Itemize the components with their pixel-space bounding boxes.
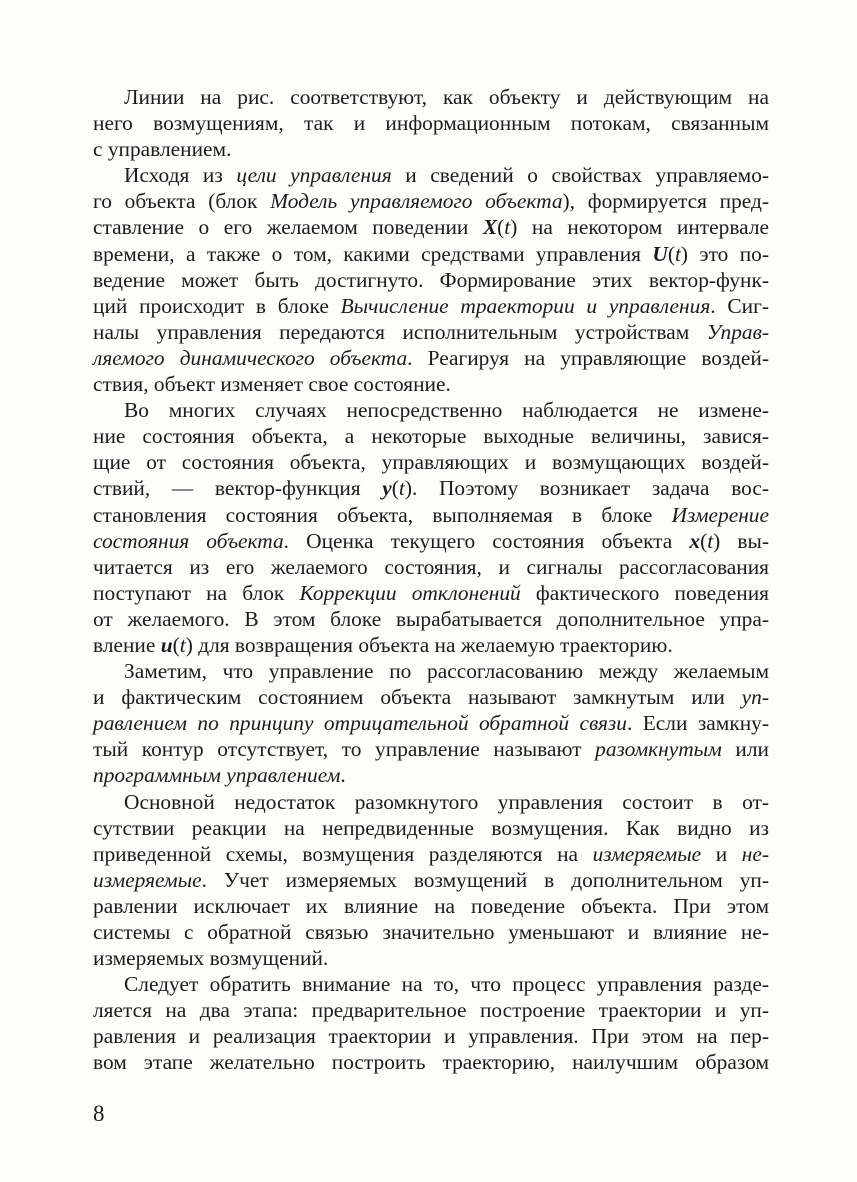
text-run: (: [497, 215, 505, 240]
text-line: [93, 580, 769, 606]
text-line: [93, 449, 769, 475]
body-text: [93, 84, 769, 1076]
text-line: [93, 789, 769, 815]
text-run: Во многих случаях непосредственно наблюдается не измене-: [124, 398, 769, 423]
text-line: [93, 136, 769, 162]
text-run: . Реагируя на управляющие воздей-: [407, 345, 769, 370]
text-run: вление: [93, 632, 161, 657]
text-run: ций происходит в блоке: [93, 293, 341, 318]
text-line: [93, 502, 769, 528]
text-line: [93, 188, 769, 214]
text-run: Следует обратить внимание на то, что процесс управления разде-: [124, 972, 769, 997]
text-run: (: [700, 528, 708, 553]
text-line: [93, 658, 769, 684]
text-run: вом этапе желательно построить траекторию, наилучшим образом: [93, 1050, 769, 1075]
text-run: ставление о его желаемом поведении: [93, 215, 483, 240]
text-line: [93, 110, 769, 136]
text-run: читается из его желаемого состояния, и сигналы рассогласования: [93, 554, 769, 579]
text-line: [93, 293, 769, 319]
text-line: [93, 684, 769, 710]
text-run: и сведений о свойствах управляемо-: [391, 163, 770, 188]
text-run: налы управления передаются исполнительным устройствам: [93, 319, 707, 344]
text-run: поступают на блок: [93, 580, 300, 605]
italic-term: уп-: [741, 685, 769, 710]
text-run: ведение может быть достигнуто. Формирование этих вектор-функ-: [93, 267, 769, 292]
italic-term: программным управлением: [93, 763, 341, 788]
text-line: [93, 319, 769, 345]
text-run: . Учет измеряемых возмущений в дополнительном уп-: [201, 867, 769, 892]
text-run: щие от состояния объекта, управляющих и возмущающих воздей-: [93, 450, 769, 475]
text-run: Исходя из: [124, 163, 237, 188]
italic-term: t: [179, 632, 186, 657]
text-line: [93, 162, 769, 188]
text-line: [93, 528, 769, 554]
text-run: ляется на два этапа: предварительное построение траектории и уп-: [93, 998, 769, 1023]
italic-term: цели управления: [236, 163, 392, 188]
text-run: ) это по-: [680, 241, 769, 266]
text-run: ствий, — вектор-функция: [93, 476, 383, 501]
text-line: [93, 1049, 769, 1075]
italic-term: разомкнутым: [595, 737, 722, 762]
text-line: [93, 267, 769, 293]
text-run: от желаемого. В этом блоке вырабатывается дополнительное упра-: [93, 606, 769, 631]
text-run: .: [340, 763, 346, 788]
text-line: [93, 214, 769, 240]
text-run: системы с обратной связью значительно уменьшают и влияние не-: [93, 920, 769, 944]
text-line: [93, 997, 769, 1023]
text-run: него возмущениям, так и информационным потокам, связанным: [93, 111, 769, 136]
italic-term: Коррекции отклонений: [299, 580, 521, 605]
text-run: с управлением.: [93, 137, 232, 162]
text-run: го объекта (блок: [93, 189, 271, 214]
italic-term: ляемого динамического объекта: [93, 345, 408, 370]
italic-term: Измерение: [671, 502, 769, 527]
text-run: и: [701, 841, 742, 866]
text-line: [93, 423, 769, 449]
text-line: [93, 1023, 769, 1049]
italic-term: состояния объекта: [93, 528, 284, 553]
text-line: [93, 345, 769, 371]
text-line: [93, 632, 769, 658]
italic-term: Вычисление траектории и управления: [340, 293, 711, 318]
text-line: [93, 893, 769, 919]
math-symbol: U: [652, 241, 668, 266]
text-line: [93, 241, 769, 267]
text-run: ние состояния объекта, а некоторые выходные величины, завися-: [93, 424, 769, 449]
text-run: и фактическим состоянием объекта называют замкнутым или: [93, 685, 742, 710]
italic-term: t: [707, 528, 714, 553]
text-line: [93, 945, 769, 971]
text-line: [93, 815, 769, 841]
text-run: (: [667, 241, 675, 266]
text-run: (: [172, 632, 180, 657]
text-run: равления и реализация траектории и управления. При этом на пер-: [93, 1024, 769, 1049]
italic-term: t: [504, 215, 511, 240]
text-run: Линии на рис. соответствуют, как объекту и действующим на: [124, 85, 769, 109]
text-run: ), формируется пред-: [562, 189, 769, 214]
text-line: [93, 841, 769, 867]
text-run: ) для возвращения объекта на желаемую траекторию.: [185, 632, 673, 657]
math-symbol: x: [689, 528, 701, 553]
text-run: . Оценка текущего состояния объекта: [283, 528, 690, 553]
text-line: [93, 554, 769, 580]
text-run: ). Поэтому возникает задача вос-: [404, 476, 770, 501]
math-symbol: u: [160, 632, 173, 657]
italic-term: не-: [741, 841, 769, 866]
text-line: [93, 84, 769, 110]
italic-term: Модель управляемого объекта: [270, 189, 563, 214]
text-run: приведенной схемы, возмущения разделяются на: [93, 841, 593, 866]
italic-term: измеряемые: [93, 867, 202, 892]
text-line: [93, 475, 769, 501]
text-line: [93, 971, 769, 997]
text-run: Основной недостаток разомкнутого управления состоит в от-: [124, 789, 769, 814]
text-run: или: [721, 737, 769, 762]
text-line: [93, 397, 769, 423]
italic-term: измеряемые: [592, 841, 702, 866]
text-line: [93, 867, 769, 893]
text-run: измеряемых возмущений.: [93, 946, 329, 971]
italic-term: t: [398, 476, 405, 501]
text-run: ) на некотором интервале: [510, 215, 769, 240]
math-symbol: y: [382, 476, 392, 501]
text-line: [93, 736, 769, 762]
text-run: сутствии реакции на непредвиденные возмущения. Как видно из: [93, 815, 769, 840]
text-run: тый контур отсутствует, то управление называют: [93, 737, 596, 762]
text-run: фактического поведения: [520, 580, 769, 605]
italic-term: Управ-: [706, 319, 769, 344]
math-symbol: X: [482, 215, 498, 240]
page-number: 8: [93, 1101, 105, 1126]
text-run: . Если замкну-: [626, 711, 769, 736]
italic-term: равлением по принципу отрицательной обратной связи: [93, 711, 627, 736]
text-run: . Сиг-: [710, 293, 769, 318]
text-run: ) вы-: [713, 528, 769, 553]
text-run: равлении исключает их влияние на поведение объекта. При этом: [93, 893, 769, 918]
text-run: времени, а также о том, какими средствами управления: [93, 241, 653, 266]
text-run: Заметим, что управление по рассогласованию между желаемым: [124, 659, 769, 684]
text-run: (: [391, 476, 399, 501]
text-line: [93, 710, 769, 736]
text-line: [93, 371, 769, 397]
text-line: [93, 919, 769, 945]
text-line: [93, 762, 769, 788]
text-run: становления состояния объекта, выполняемая в блоке: [93, 502, 672, 527]
italic-term: t: [674, 241, 681, 266]
text-line: [93, 606, 769, 632]
text-run: ствия, объект изменяет свое состояние.: [93, 372, 451, 397]
